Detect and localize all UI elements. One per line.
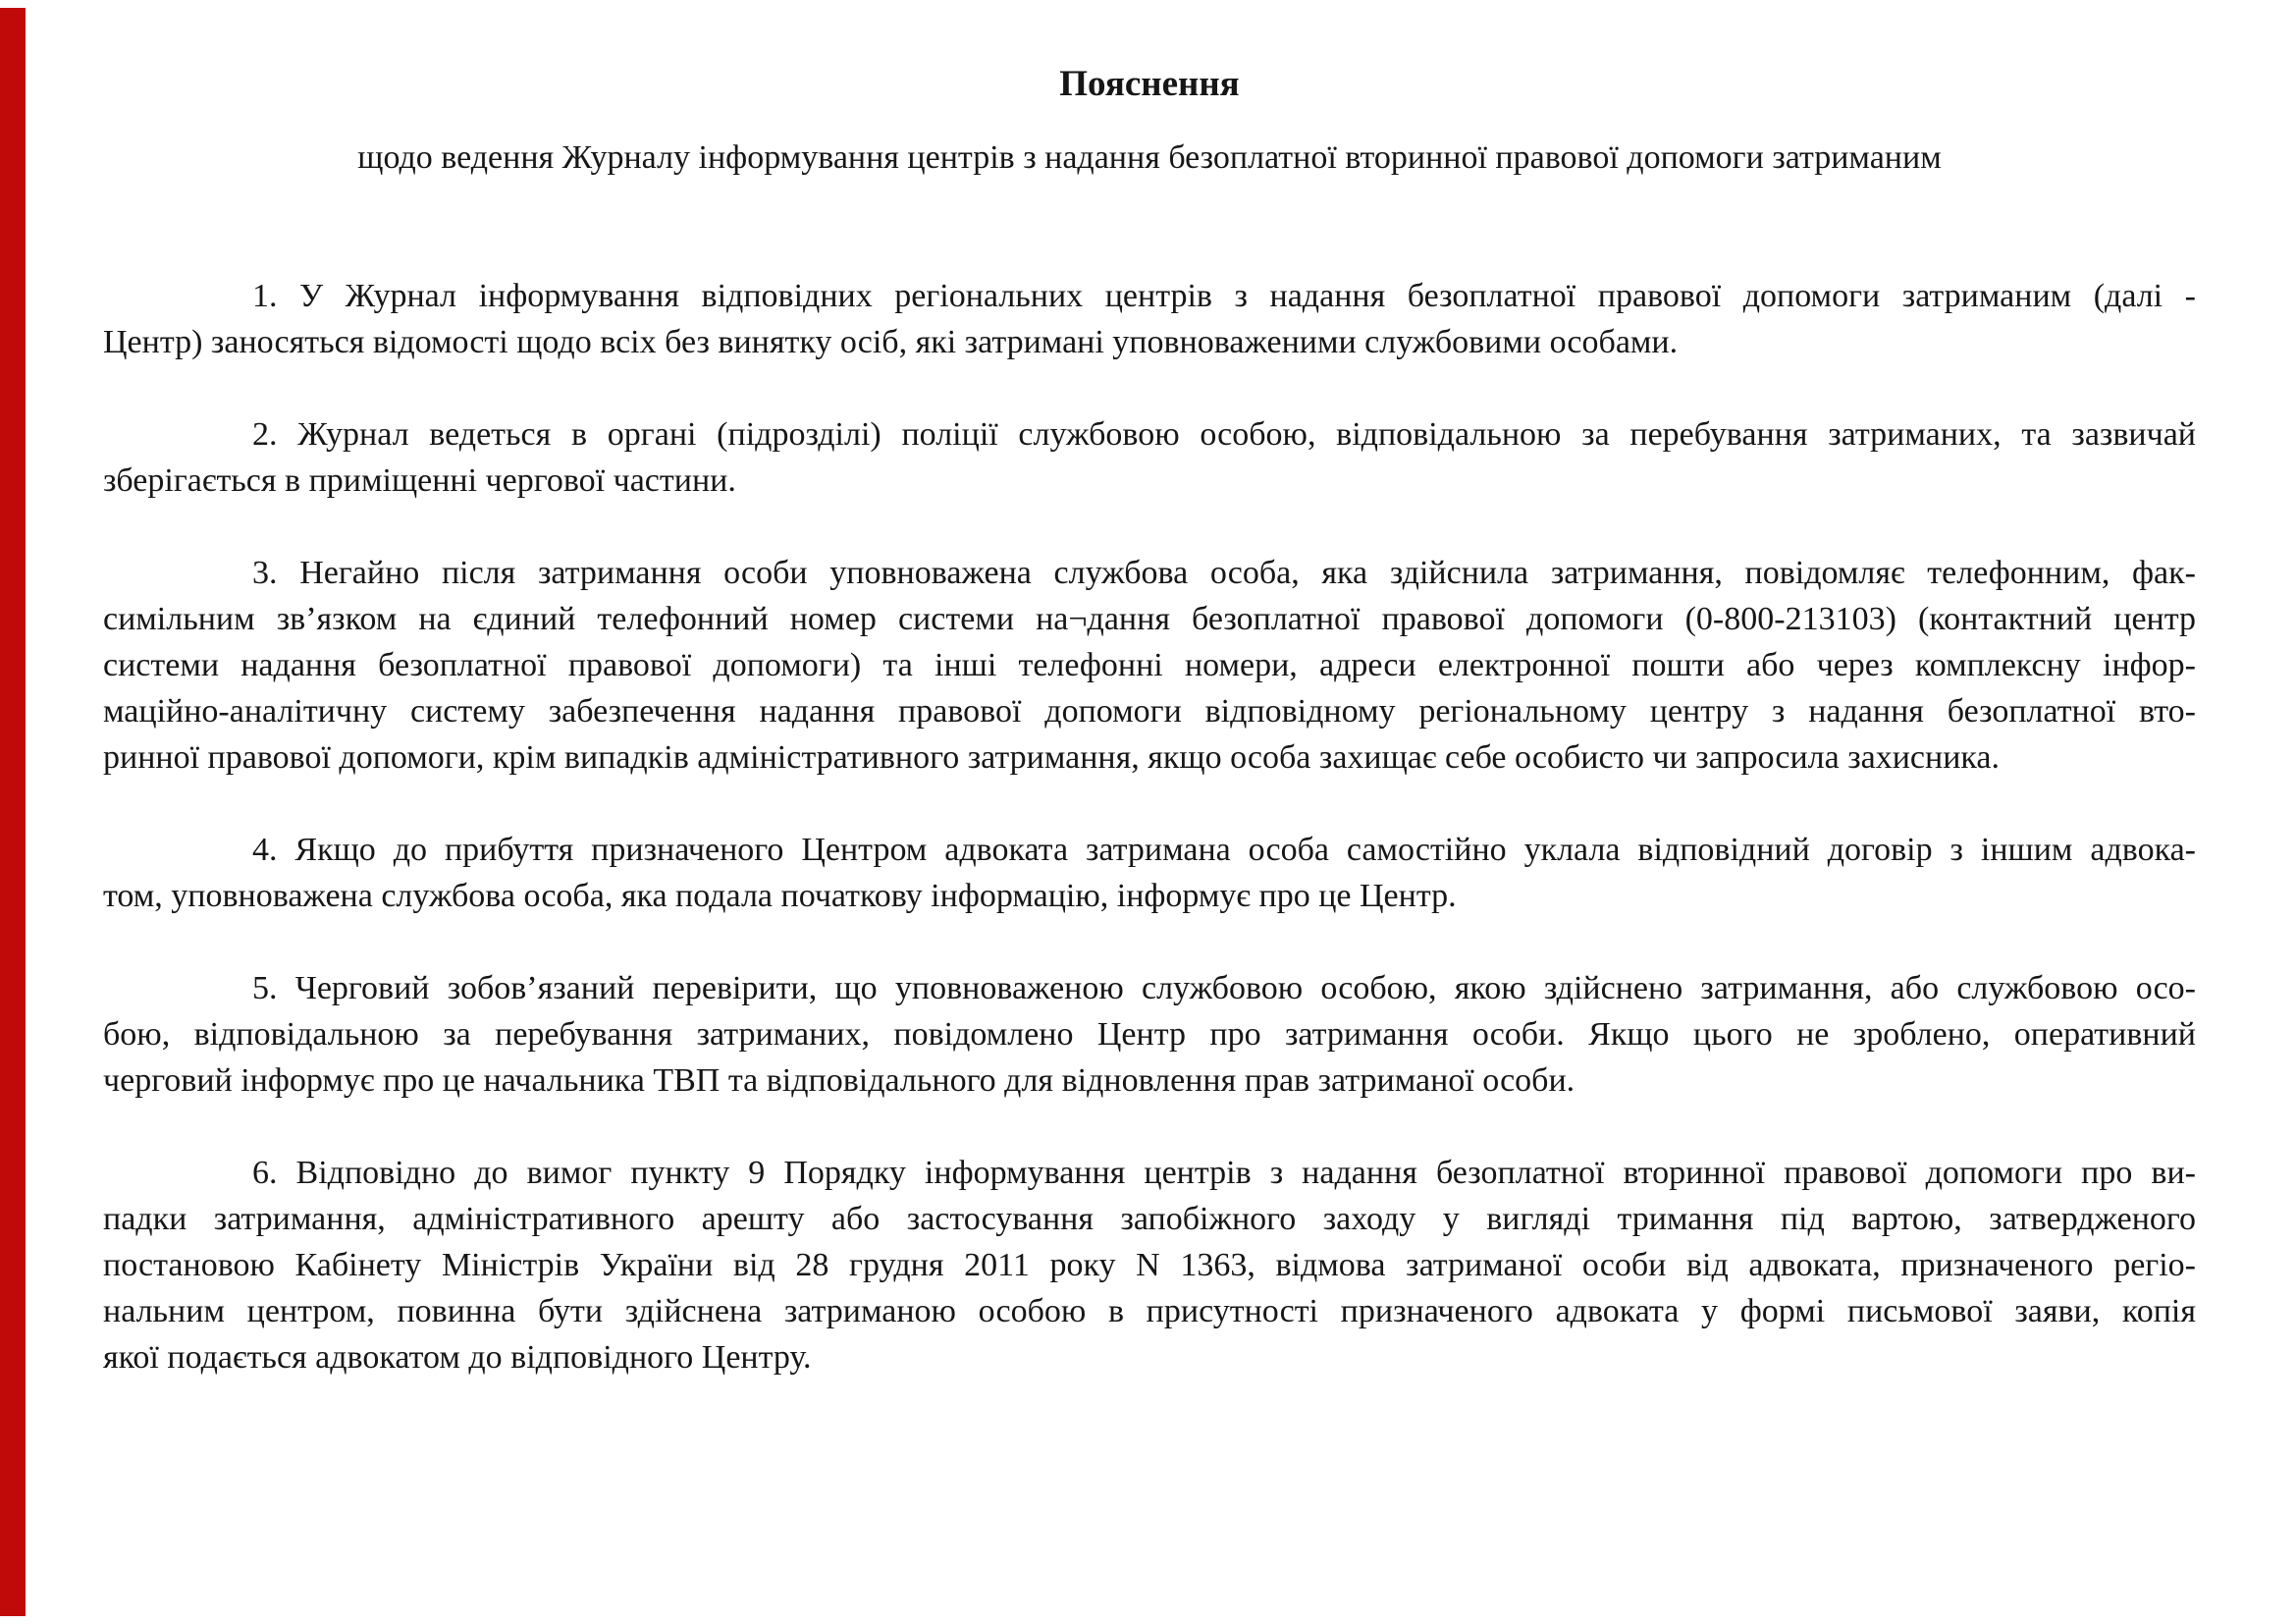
text-line: ринної правової допомоги, крім випадків адміністративного затримання, якщо особа захищає себе особисто чи запросила захисника. [103,739,2000,776]
text-line: 5. Черговий зобов’язаний перевірити, що уповноваженою службовою особою, якою здійснено затримання, або службовою осо- [252,970,2196,1006]
text-line: 2. Журнал ведеться в органі (підрозділі) поліції службовою особою, відповідальною за перебування затриманих, та зазвичай [252,416,2196,453]
text-line: якої подається адвокатом до відповідного Центру. [103,1339,812,1376]
text-line: симільним зв’язком на єдиний телефонний номер системи на¬дання безоплатної правової допомоги (0-800-213103) (контактний центр [103,601,2196,637]
text-line: системи надання безоплатної правової допомоги) та інші телефонні номери, адреси електронної пошти або через комплексну інфор- [103,647,2196,683]
text-line: 6. Відповідно до вимог пункту 9 Порядку інформування центрів з надання безоплатної вторинної правової допомоги про ви- [252,1155,2196,1191]
page-edge-marker [0,8,26,1616]
text-line: Центр) заносяться відомості щодо всіх без винятку осіб, які затримані уповноваженими службовими особами. [103,324,1679,360]
document-title: Пояснення [1059,64,1240,104]
text-line: 1. У Журнал інформування відповідних регіональних центрів з надання безоплатної правової допомоги затриманим (далі - [252,278,2196,314]
text-line: зберігається в приміщенні чергової частини. [103,462,736,499]
paragraph [103,273,2196,365]
paragraph [103,411,2196,504]
text-line: черговий інформує про це начальника ТВП та відповідального для відновлення прав затриманої особи. [103,1062,1575,1099]
text-line: постановою Кабінету Міністрів України від 28 грудня 2011 року N 1363, відмова затриманої особи від адвоката, призначеного регіо- [103,1247,2196,1283]
text-line: маційно-аналітичну систему забезпечення надання правової допомоги відповідному регіональному центру з надання безоплатної вто- [103,693,2196,730]
document-subtitle: щодо ведення Журналу інформування центрів з надання безоплатної вторинної правової допомоги затриманим [357,139,1942,176]
text-line: 4. Якщо до прибуття призначеного Центром адвоката затримана особа самостійно уклала відповідний договір з іншим адвока- [252,832,2196,868]
document-body [103,61,2196,1380]
paragraph [103,1150,2196,1380]
text-line: том, уповноважена службова особа, яка подала початкову інформацію, інформує про це Центр. [103,878,1457,914]
paragraph [103,827,2196,919]
text-line: падки затримання, адміністративного арешту або застосування запобіжного заходу у вигляді тримання під вартою, затвердженого [103,1201,2196,1237]
text-line: 3. Негайно після затримання особи уповноважена службова особа, яка здійснила затримання, повідомляє телефонним, фак- [252,555,2196,591]
paragraphs-container [103,273,2196,1380]
paragraph [103,965,2196,1104]
text-line: нальним центром, повинна бути здійснена затриманою особою в присутності призначеного адвоката у формі письмової заяви, копія [103,1293,2196,1329]
paragraph [103,550,2196,781]
text-line: бою, відповідальною за перебування затриманих, повідомлено Центр про затримання особи. Якщо цього не зроблено, оперативний [103,1016,2196,1053]
